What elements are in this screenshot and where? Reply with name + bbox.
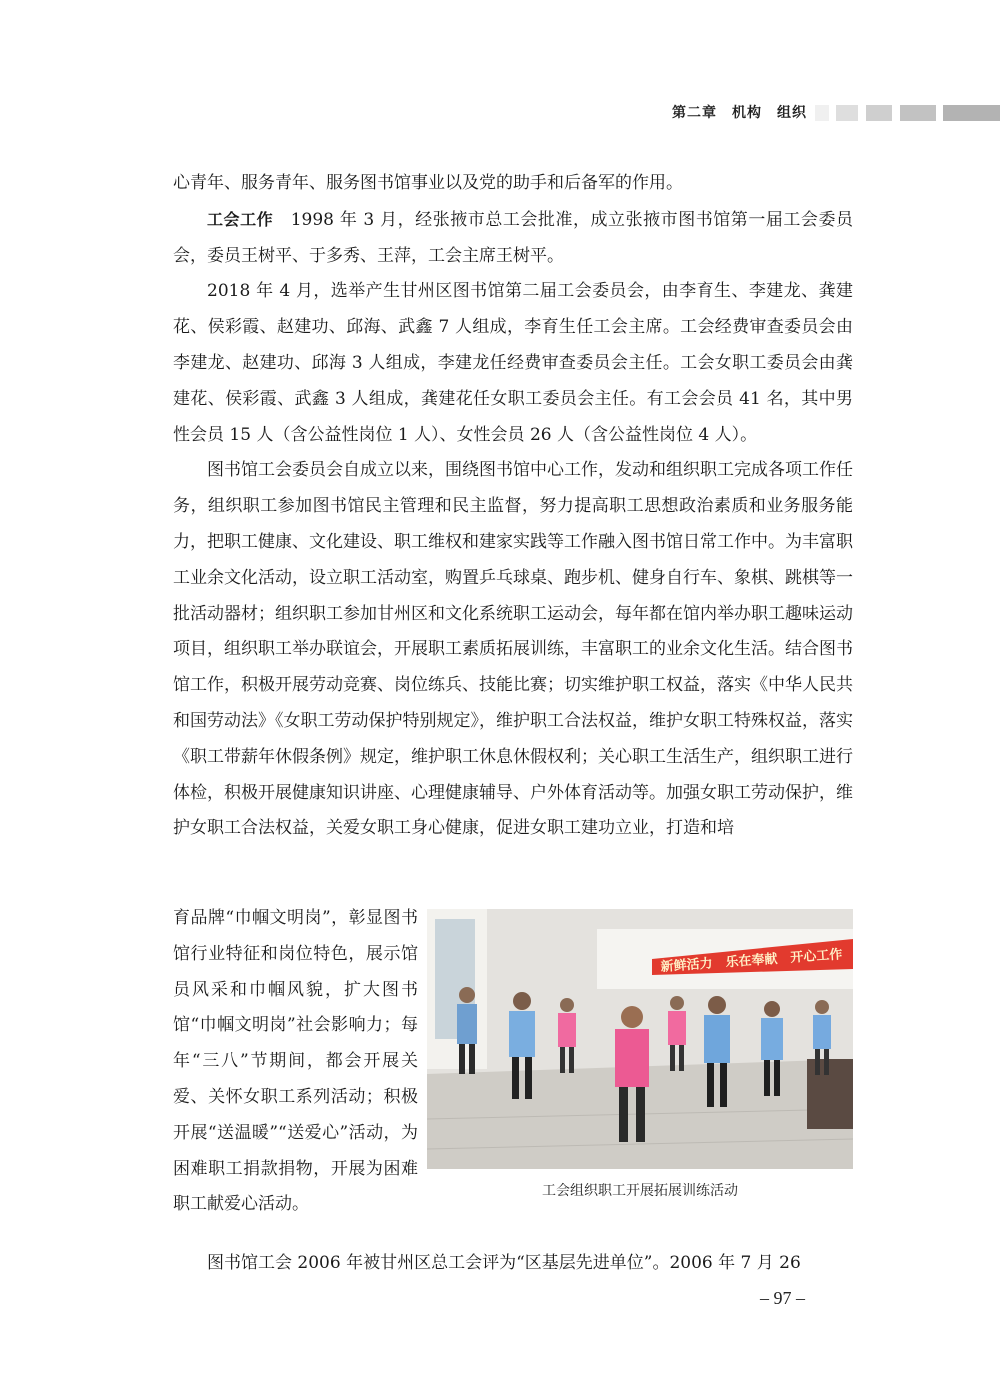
header-decoration-bar bbox=[866, 105, 892, 121]
paragraph-text: 1998 年 3 月，经张掖市总工会批准，成立张掖市图书馆第一届工会委员会，委员王树平、于多秀、王萍，工会主席王树平。 bbox=[173, 209, 853, 266]
running-header bbox=[0, 100, 1000, 130]
header-decoration-bar bbox=[836, 105, 858, 121]
paragraph-text: 图书馆工会 2006 年被甘州区总工会评为“区基层先进单位”。2006 年 7 月 26 bbox=[207, 1253, 801, 1273]
header-decoration-bar bbox=[943, 105, 1000, 121]
photo-caption: 工会组织职工开展拓展训练活动 bbox=[542, 1183, 738, 1199]
page-number: – 97 – bbox=[760, 1288, 805, 1308]
paragraph-2018-committee: 2018 年 4 月，选举产生甘州区图书馆第二届工会委员会，由李育生、李建龙、龚建花、侯彩霞、赵建功、邱海、武鑫 7 人组成，李育生任工会主席。工会经费审查委员会由李建龙、赵建功、邱海 3 人组成，李建龙任经费审查委员会主任。工会女职工委员会由龚建花、侯彩霞、武鑫 3 人组成，龚建花任女职工委员会主任。有工会会员 41 名，其中男性会员 15 人（含公益性岗位 1 人）、女性会员 26 人（含公益性岗位 4 人）。 bbox=[173, 281, 853, 445]
paragraph-union-work bbox=[173, 202, 853, 275]
header-decoration-bar bbox=[815, 105, 829, 121]
topic-heading: 工会工作 bbox=[207, 209, 274, 229]
header-decoration-bar bbox=[900, 105, 936, 121]
paragraph-union-activities: 图书馆工会委员会自成立以来，围绕图书馆中心工作，发动和组织职工完成各项工作任务，组织职工参加图书馆民主管理和民主监督，努力提高职工思想政治素质和业务服务能力，把职工健康、文化建设、职工维权和建家实践等工作融入图书馆日常工作中。为丰富职工业余文化活动，设立职工活动室，购置乒乓球桌、跑步机、健身自行车、象棋、跳棋等一批活动器材；组织职工参加甘州区和文化系统职工运动会，每年都在馆内举办职工趣味运动项目，组织职工举办联谊会，开展职工素质拓展训练，丰富职工的业余文化生活。结合图书馆工作，积极开展劳动竞赛、岗位练兵、技能比赛；切实维护职工权益，落实《中华人民共和国劳动法》《女职工劳动保护特别规定》，维护职工合法权益，维护女职工特殊权益，落实《职工带薪年休假条例》规定，维护职工休息休假权利；关心职工生活生产，组织职工进行体检，积极开展健康知识讲座、心理健康辅导、户外体育活动等。加强女职工劳动保护，维护女职工合法权益，关爱女职工身心健康，促进女职工建功立业，打造和培 bbox=[173, 460, 853, 839]
activity-photo bbox=[427, 909, 853, 1169]
main-text bbox=[173, 166, 853, 847]
chapter-title: 第二章 机构 组织 bbox=[672, 105, 807, 121]
paragraph-continued: 心青年、服务青年、服务图书馆事业以及党的助手和后备军的作用。 bbox=[173, 173, 683, 193]
paragraph-honors bbox=[173, 1246, 853, 1282]
banner-text: 新鲜活力 乐在奉献 开心工作 bbox=[660, 947, 843, 975]
paragraph-wrap-continued: 育品牌“巾帼文明岗”，彰显图书馆行业特征和岗位特色，展示馆员风采和巾帼风貌，扩大图书馆“巾帼文明岗”社会影响力；每年“三八”节期间，都会开展关爱、关怀女职工系列活动；积极开展“送温暖”“送爱心”活动，为困难职工捐款捐物，开展为困难职工献爱心活动。 bbox=[173, 908, 418, 1215]
